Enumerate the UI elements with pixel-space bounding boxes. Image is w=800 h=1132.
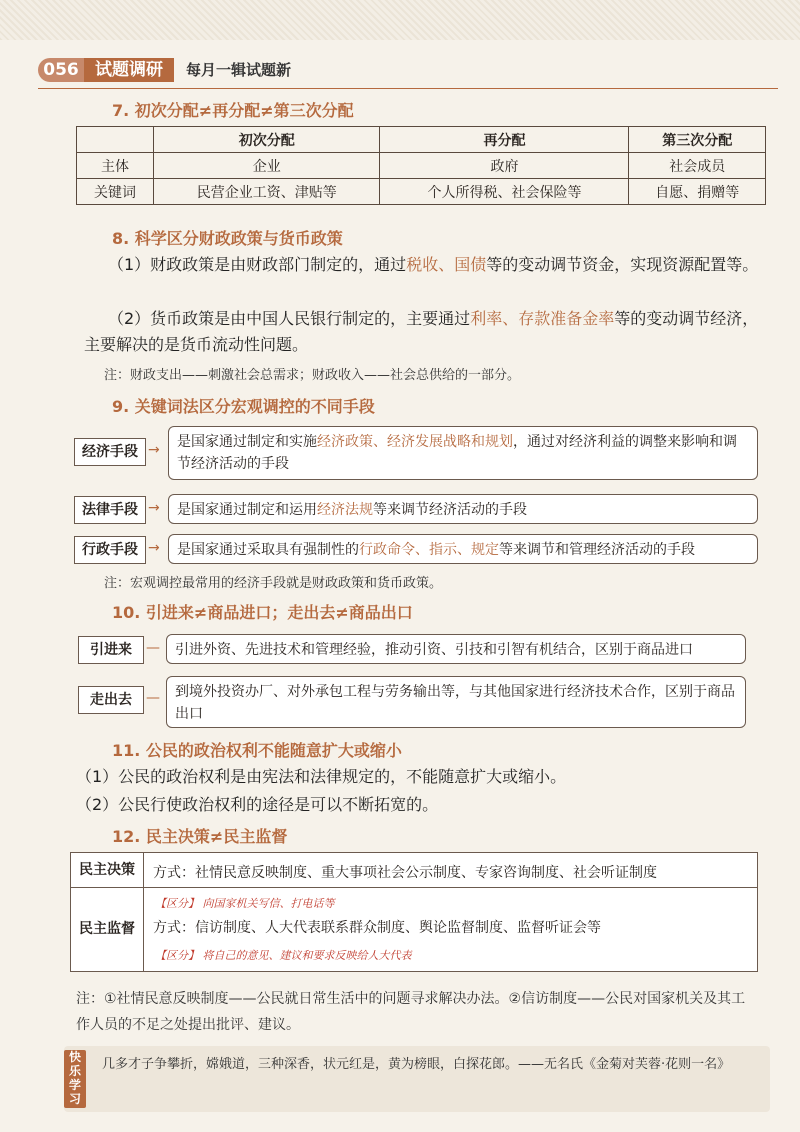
section-8-para-1 [84, 252, 766, 278]
section-8-note: 注：财政支出——刺激社会总需求；财政收入——社会总供给的一部分。 [104, 368, 521, 383]
table-header-cell: 再分配 [380, 127, 629, 153]
poem-quote: 几多才子争攀折，嫦娥道，三种深香，状元红是，黄为榜眼，白探花郎。——无名氏《金菊对芙蓉·花则一名》 [102, 1057, 731, 1072]
page-number: 056 [38, 58, 84, 82]
decision-methods: 方式：社情民意反映制度、重大事项社会公示制度、专家咨询制度、社会听证制度 [153, 865, 657, 881]
dash-connector: — [146, 690, 160, 706]
handwritten-note: 【区分】 将自己的意见、建议和要求反映给人大代表 [155, 949, 412, 962]
table-cell: 自愿、捐赠等 [629, 179, 766, 205]
text: （2）货币政策是由中国人民银行制定的，主要通过 [108, 309, 471, 328]
label-bring-in: 引进来 [78, 636, 144, 664]
table-header-cell: 初次分配 [154, 127, 380, 153]
label-legal-means: 法律手段 [74, 496, 146, 524]
top-texture [0, 0, 800, 40]
label-democratic-supervision: 民主监督 [71, 888, 144, 971]
label-go-out: 走出去 [78, 686, 144, 714]
table-cell: 政府 [380, 153, 629, 179]
section-10-title: 10. 引进来≠商品进口；走出去≠商品出口 [112, 603, 413, 622]
go-out-box: 到境外投资办厂、对外承包工程与劳务输出等，与其他国家进行经济技术合作，区别于商品出口 [166, 676, 746, 728]
section-12-title: 12. 民主决策≠民主监督 [112, 827, 288, 846]
administrative-means-box [168, 534, 758, 564]
distribution-table [76, 126, 766, 205]
table-cell: 社会成员 [629, 153, 766, 179]
section-7-title: 7. 初次分配≠再分配≠第三次分配 [112, 101, 354, 120]
dash-connector: — [146, 640, 160, 656]
democracy-table [70, 852, 758, 972]
table-header-row [77, 127, 766, 153]
table-cell: 个人所得税、社会保险等 [380, 179, 629, 205]
text: 等的变动调节经济，主要解决的是货币流动性问题。 [84, 309, 759, 354]
table-cell: 主体 [77, 153, 154, 179]
header-rule [38, 88, 778, 89]
quote-label: 快乐学习 [64, 1050, 86, 1108]
section-9-note: 注：宏观调控最常用的经济手段就是财政政策和货币政策。 [104, 576, 443, 591]
section-12-note: 注：①社情民意反映制度——公民就日常生活中的问题寻求解决办法。②信访制度——公民对国家机关及其工作人员的不足之处提出批评、建议。 [76, 991, 746, 1033]
economic-means-box [168, 426, 758, 480]
table-cell: 关键词 [77, 179, 154, 205]
table-row [77, 153, 766, 179]
text: 等来调节经济活动的手段 [373, 502, 527, 518]
page-header [38, 50, 778, 90]
highlight: 税收、国债 [406, 255, 487, 274]
handwritten-note: 【区分】 向国家机关写信、打电话等 [155, 897, 335, 910]
arrow-icon: → [148, 540, 160, 556]
table-cell: 民营企业工资、津贴等 [154, 179, 380, 205]
highlight: 利率、存款准备金率 [470, 309, 615, 328]
text: 等来调节和管理经济活动的手段 [499, 542, 695, 558]
highlight: 行政命令、指示、规定 [359, 542, 499, 558]
section-8-para-2 [84, 306, 766, 358]
slogan: 每月一辑试题新 [186, 61, 292, 79]
label-democratic-decision: 民主决策 [71, 853, 144, 888]
text: 等的变动调节资金，实现资源配置等。 [486, 255, 759, 274]
table-row [77, 179, 766, 205]
section-11-para-2: （2）公民行使政治权利的途径是可以不断拓宽的。 [76, 795, 439, 814]
highlight: 经济法规 [317, 502, 373, 518]
table-header-cell [77, 127, 154, 153]
section-11-para-1: （1）公民的政治权利是由宪法和法律规定的，不能随意扩大或缩小。 [76, 767, 567, 786]
arrow-icon: → [148, 442, 160, 458]
text: 是国家通过制定和运用 [177, 502, 317, 518]
highlight: 经济政策、经济发展战略和规划 [317, 434, 513, 450]
text: 是国家通过采取具有强制性的 [177, 542, 359, 558]
table-header-cell: 第三次分配 [629, 127, 766, 153]
section-11-title: 11. 公民的政治权利不能随意扩大或缩小 [112, 741, 402, 760]
text: ，通过对经济利益的调整来影响和调节经济活动的手段 [177, 434, 737, 472]
label-administrative-means: 行政手段 [74, 536, 146, 564]
section-8-title: 8. 科学区分财政政策与货币政策 [112, 229, 343, 248]
row-divider [143, 887, 757, 888]
bring-in-box: 引进外资、先进技术和管理经验，推动引资、引技和引智有机结合，区别于商品进口 [166, 634, 746, 664]
brand-label: 试题调研 [84, 58, 174, 82]
supervision-methods: 方式：信访制度、人大代表联系群众制度、舆论监督制度、监督听证会等 [153, 920, 601, 936]
text: 是国家通过制定和实施 [177, 434, 317, 450]
section-9-title: 9. 关键词法区分宏观调控的不同手段 [112, 397, 375, 416]
label-economic-means: 经济手段 [74, 438, 146, 466]
legal-means-box [168, 494, 758, 524]
text: （1）财政政策是由财政部门制定的，通过 [108, 255, 407, 274]
table-cell: 企业 [154, 153, 380, 179]
arrow-icon: → [148, 500, 160, 516]
